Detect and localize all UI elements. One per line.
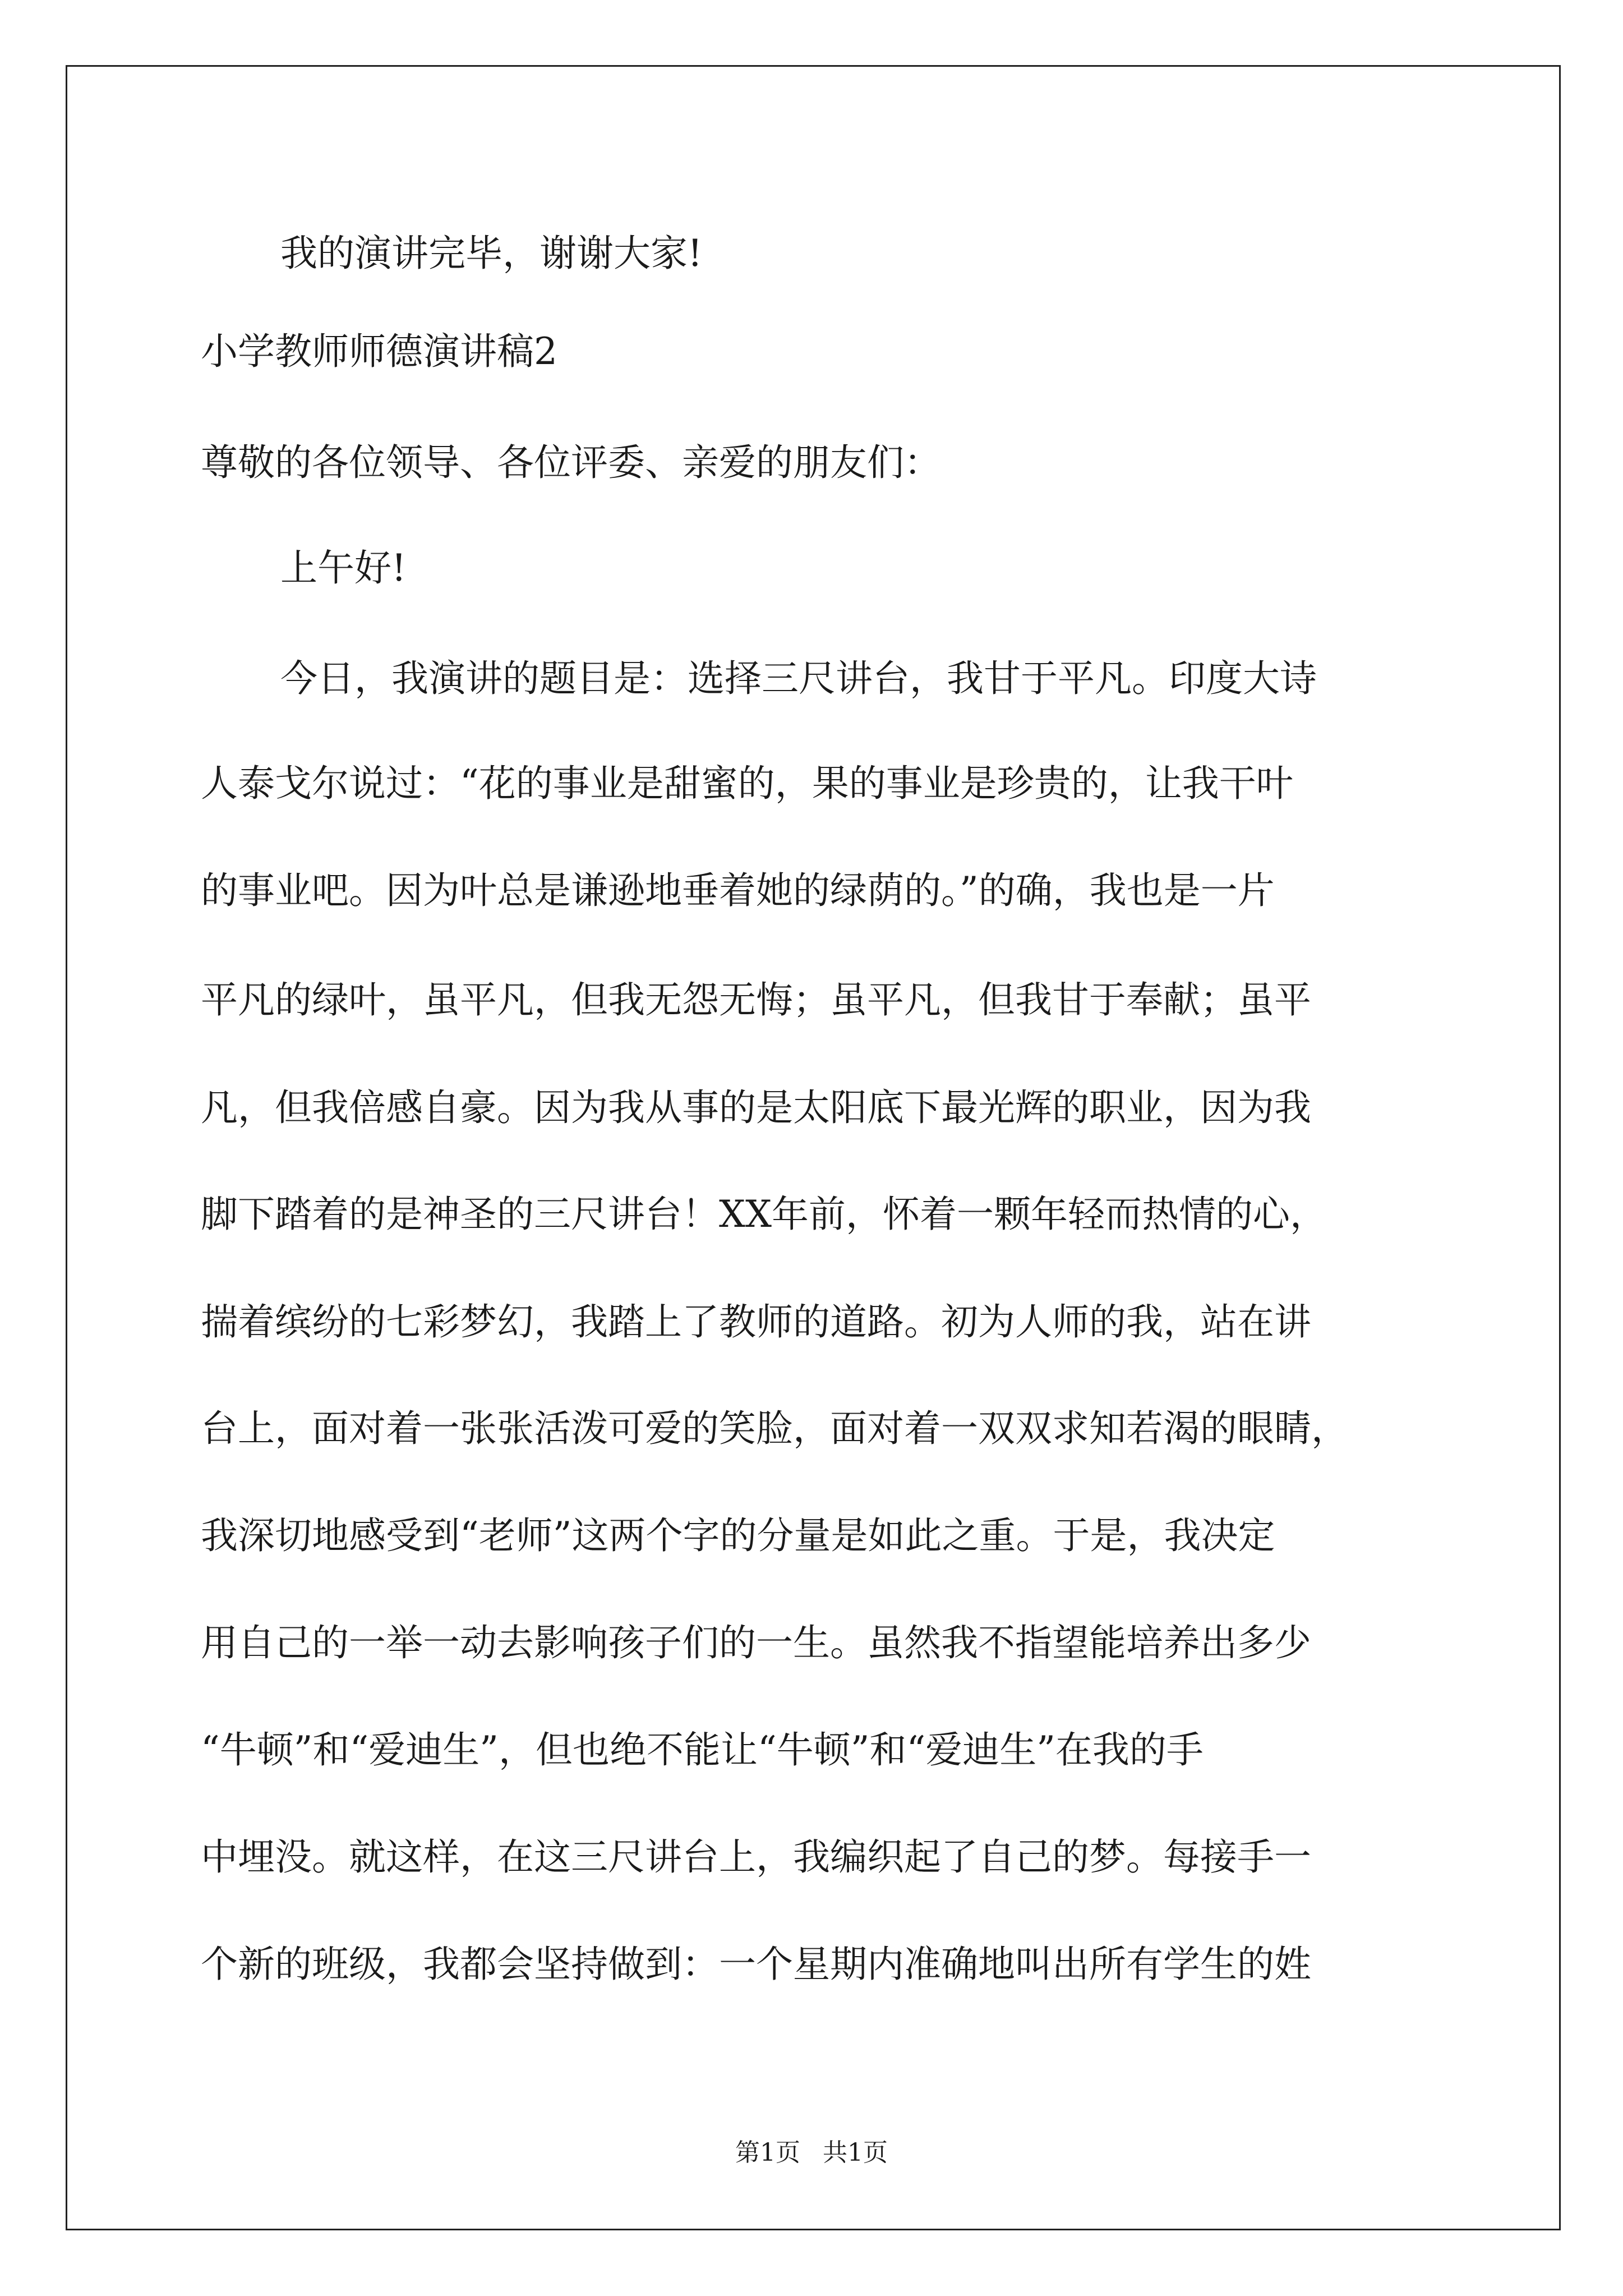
body-line: 揣着缤纷的七彩梦幻，我踏上了教师的道路。初为人师的我，站在讲 xyxy=(201,1300,1311,1343)
page-total: 共1页 xyxy=(823,2138,888,2167)
page-border xyxy=(66,65,1561,2230)
greeting: 上午好! xyxy=(280,546,407,590)
body-line: 台上，面对着一张张活泼可爱的笑脸，面对着一双双求知若渴的眼睛， xyxy=(201,1407,1348,1450)
body-line: “牛顿”和“爱迪生”，但也绝不能让“牛顿”和“爱迪生”在我的手 xyxy=(201,1728,1204,1772)
section-title: 小学教师师德演讲稿2 xyxy=(201,330,557,373)
closing-line: 我的演讲完毕，谢谢大家! xyxy=(280,232,703,275)
page-footer xyxy=(0,2136,1623,2170)
body-line: 我深切地感受到“老师”这两个字的分量是如此之重。于是，我决定 xyxy=(201,1514,1275,1557)
body-line: 个新的班级，我都会坚持做到：一个星期内准确地叫出所有学生的姓 xyxy=(201,1943,1311,1986)
page-number: 第1页 xyxy=(735,2138,800,2167)
body-line: 平凡的绿叶，虽平凡，但我无怨无悔；虽平凡，但我甘于奉献；虽平 xyxy=(201,978,1311,1022)
body-line: 用自己的一举一动去影响孩子们的一生。虽然我不指望能培养出多少 xyxy=(201,1621,1311,1664)
body-line: 今日，我演讲的题目是：选择三尺讲台，我甘于平凡。印度大诗 xyxy=(280,657,1317,700)
salutation: 尊敬的各位领导、各位评委、亲爱的朋友们： xyxy=(201,441,941,484)
body-line: 中埋没。就这样，在这三尺讲台上，我编织起了自己的梦。每接手一 xyxy=(201,1835,1311,1879)
body-line: 人泰戈尔说过：“花的事业是甜蜜的，果的事业是珍贵的，让我干叶 xyxy=(201,762,1293,805)
body-line: 凡，但我倍感自豪。因为我从事的是太阳底下最光辉的职业，因为我 xyxy=(201,1086,1311,1129)
body-line: 的事业吧。因为叶总是谦逊地垂着她的绿荫的。”的确，我也是一片 xyxy=(201,869,1275,912)
body-line: 脚下踏着的是神圣的三尺讲台！XX年前，怀着一颗年轻而热情的心， xyxy=(201,1193,1327,1236)
